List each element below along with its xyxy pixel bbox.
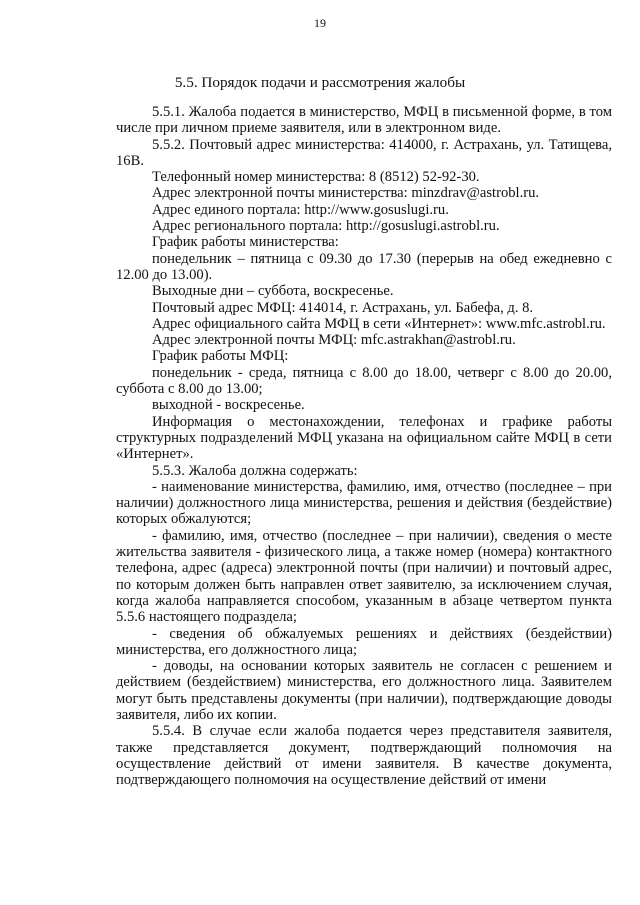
paragraph-5-5-2: 5.5.2. Почтовый адрес министерства: 414000, г. Астрахань, ул. Татищева, 16В. <box>116 136 612 169</box>
mfc-day-off: выходной - воскресенье. <box>152 397 305 414</box>
unified-portal: Адрес единого портала: http://www.gosuslugi.ru. <box>152 201 449 218</box>
ministry-phone: Телефонный номер министерства: 8 (8512) 52-92-30. <box>152 169 480 186</box>
mfc-schedule-hours: понедельник - среда, пятница с 8.00 до 18.00, четверг с 8.00 до 20.00, суббота с 8.00 до 13.00; <box>116 364 612 398</box>
paragraph-5-5-3: 5.5.3. Жалоба должна содержать: <box>152 462 358 479</box>
list-item-3: - сведения об обжалуемых решениях и действиях (бездействии) министерства, его должностного лица; <box>116 625 612 658</box>
mfc-postal-address: Почтовый адрес МФЦ: 414014, г. Астрахань, ул. Бабефа, д. 8. <box>152 299 534 316</box>
list-item-1: - наименование министерства, фамилию, имя, отчество (последнее – при наличии) должностного лица министерства, решения и действия (бездействие) которых обжалуются; <box>116 478 612 528</box>
mfc-schedule-title: График работы МФЦ: <box>152 348 289 365</box>
paragraph-5-5-1: 5.5.1. Жалоба подается в министерство, МФЦ в письменной форме, в том числе при личном приеме заявителя, или в электронном виде. <box>116 104 612 137</box>
regional-portal: Адрес регионального портала: http://gosuslugi.astrobl.ru. <box>152 218 500 235</box>
ministry-days-off: Выходные дни – суббота, воскресенье. <box>152 283 394 300</box>
mfc-info-paragraph: Информация о местонахождении, телефонах и графике работы структурных подразделений МФЦ указана на официальном сайте МФЦ в сети «Интернет». <box>116 413 612 463</box>
list-item-2: - фамилию, имя, отчество (последнее – при наличии), сведения о месте жительства заявителя - физического лица, а также номер (номера) контактного телефона, адрес (адреса) электронной почты (при наличии) и почтовый адрес, по которым должен быть направлен ответ заявителю, за исключением случая, когда жалоба направляется способом, указанным в абзаце четвертом пункта 5.5.6 настоящего подраздела; <box>116 527 612 626</box>
paragraph-5-5-4: 5.5.4. В случае если жалоба подается через представителя заявителя, также представляется документ, подтверждающий полномочия на осуществление действий от имени заявителя. В качестве документа, подтверждающего полномочия на осуществление действий от имени <box>116 723 612 789</box>
section-heading: 5.5. Порядок подачи и рассмотрения жалобы <box>174 74 466 91</box>
ministry-schedule-title: График работы министерства: <box>152 234 339 251</box>
page-number: 19 <box>314 16 326 30</box>
mfc-email: Адрес электронной почты МФЦ: mfc.astrakhan@astrobl.ru. <box>152 332 516 349</box>
document-body <box>116 104 612 788</box>
ministry-email: Адрес электронной почты министерства: minzdrav@astrobl.ru. <box>152 185 540 202</box>
mfc-website: Адрес официального сайта МФЦ в сети «Интернет»: www.mfc.astrobl.ru. <box>152 315 606 332</box>
list-item-4: - доводы, на основании которых заявитель не согласен с решением и действием (бездействием) министерства, его должностного лица. Заявителем могут быть представлены документы (при наличии), подтверждающие доводы заявителя, либо их копии. <box>116 658 612 723</box>
ministry-schedule-hours: понедельник – пятница с 09.30 до 17.30 (перерыв на обед ежедневно с 12.00 до 13.00). <box>116 250 612 283</box>
